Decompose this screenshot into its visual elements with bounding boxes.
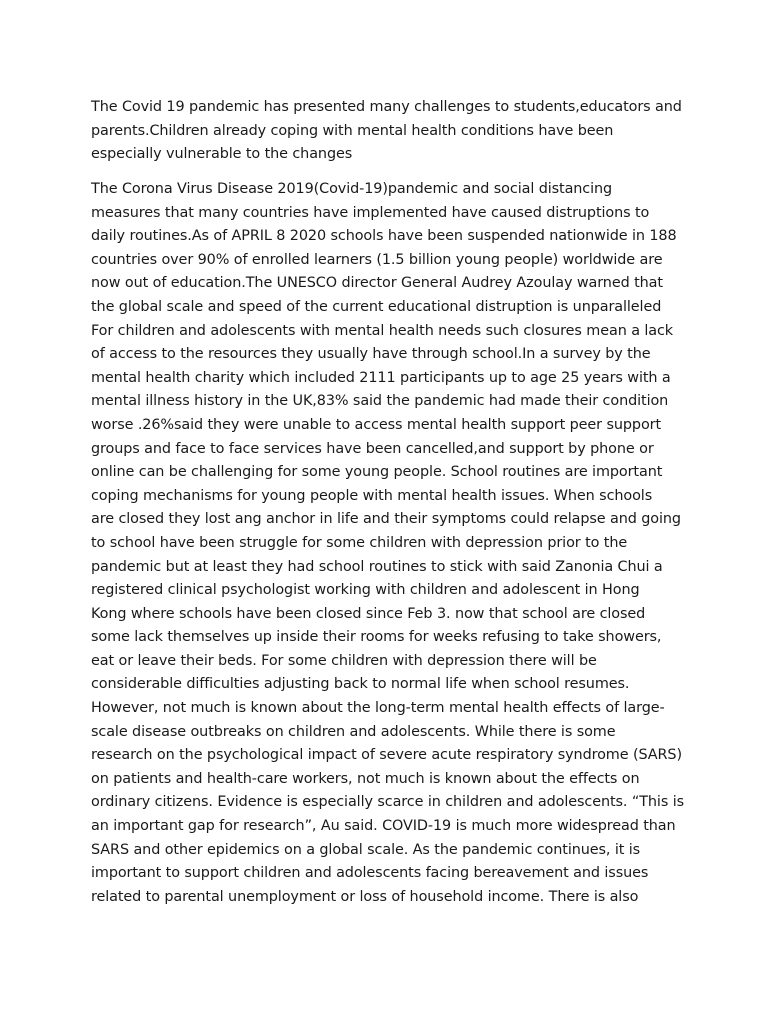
text-line: especially vulnerable to the changes	[91, 146, 353, 163]
text-line: some lack themselves up inside their rooms for weeks refusing to take showers,	[91, 629, 662, 646]
text-line: important to support children and adolescents facing bereavement and issues	[91, 865, 649, 882]
text-line: daily routines.As of APRIL 8 2020 schools have been suspended nationwide in 188	[91, 228, 677, 245]
text-line: research on the psychological impact of severe acute respiratory syndrome (SARS)	[91, 747, 682, 764]
text-line: an important gap for research”, Au said. COVID-19 is much more widespread than	[91, 818, 676, 835]
text-line: now out of education.The UNESCO director General Audrey Azoulay warned that	[91, 275, 663, 292]
text-line: registered clinical psychologist working with children and adolescent in Hong	[91, 582, 640, 599]
text-line: scale disease outbreaks on children and adolescents. While there is some	[91, 723, 616, 740]
text-line: the global scale and speed of the current educational distruption is unparalleled	[91, 298, 662, 315]
text-line: pandemic but at least they had school routines to stick with said Zanonia Chui a	[91, 558, 663, 575]
text-line: are closed they lost ang anchor in life and their symptoms could relapse and going	[91, 511, 681, 528]
text-line: mental health charity which included 2111 participants up to age 25 years with a	[91, 369, 671, 386]
text-line: SARS and other epidemics on a global scale. As the pandemic continues, it is	[91, 841, 641, 858]
text-line: groups and face to face services have been cancelled,and support by phone or	[91, 440, 654, 457]
text-line: worse .26%said they were unable to access mental health support peer support	[91, 416, 662, 433]
text-line: online can be challenging for some young people. School routines are important	[91, 464, 663, 481]
text-line: coping mechanisms for young people with mental health issues. When schools	[91, 487, 653, 504]
text-line: of access to the resources they usually have through school.In a survey by the	[91, 346, 651, 363]
text-line: considerable difficulties adjusting back to normal life when school resumes.	[91, 676, 630, 693]
text-line: related to parental unemployment or loss of household income. There is also	[91, 888, 639, 905]
paragraph-intro	[91, 96, 691, 167]
text-line: measures that many countries have implemented have caused distruptions to	[91, 204, 650, 221]
text-line: on patients and health-care workers, not much is known about the effects on	[91, 770, 640, 787]
text-line: The Covid 19 pandemic has presented many challenges to students,educators and	[91, 99, 682, 115]
text-line: ordinary citizens. Evidence is especially scarce in children and adolescents. “This is	[91, 794, 684, 811]
text-line: However, not much is known about the long-term mental health effects of large-	[91, 700, 665, 717]
text-line: to school have been struggle for some children with depression prior to the	[91, 534, 628, 551]
text-line: For children and adolescents with mental health needs such closures mean a lack	[91, 322, 674, 339]
paragraph-body	[91, 178, 691, 909]
text-line: parents.Children already coping with mental health conditions have been	[91, 122, 614, 139]
text-line: Kong where schools have been closed since Feb 3. now that school are closed	[91, 605, 646, 622]
text-line: mental illness history in the UK,83% said the pandemic had made their condition	[91, 393, 669, 410]
text-line: The Corona Virus Disease 2019(Covid-19)pandemic and social distancing	[91, 181, 613, 197]
text-line: countries over 90% of enrolled learners (1.5 billion young people) worldwide are	[91, 251, 663, 268]
text-line: eat or leave their beds. For some children with depression there will be	[91, 652, 597, 669]
